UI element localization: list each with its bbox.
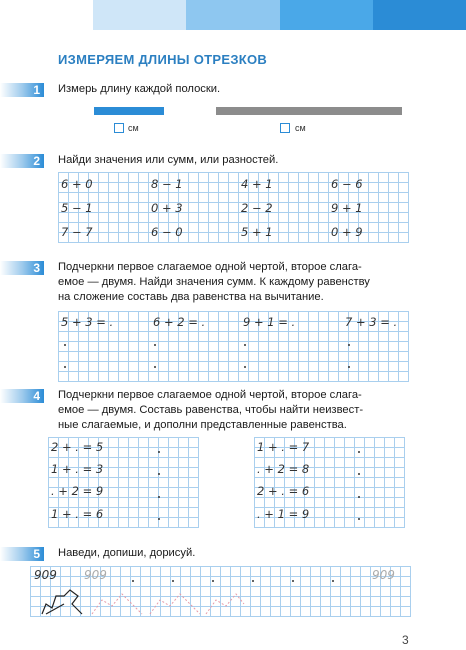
sum-3-2: 6 + 2 = .: [153, 315, 206, 329]
pattern-drawing: [30, 586, 250, 618]
guide-dot: [212, 580, 214, 582]
task-4-text-line-3: ные слагаемые, и дополни представленные равенства.: [58, 419, 347, 431]
guide-dot: [158, 451, 160, 453]
equation-4-left-3: . + 2 = 9: [51, 484, 104, 498]
guide-dot: [158, 473, 160, 475]
equation-4-right-2: . + 2 = 8: [257, 462, 310, 476]
pattern-traced-2: [150, 594, 200, 614]
task-number-1: 1: [0, 83, 44, 97]
guide-dot: [132, 580, 134, 582]
guide-dot: [332, 580, 334, 582]
task-3-text-line-2: емое — двумя. Найди значения сумм. К каждому равенству: [58, 276, 370, 288]
guide-dot: [244, 366, 246, 368]
equation-4-left-4: 1 + . = 6: [51, 507, 104, 521]
guide-dot: [154, 366, 156, 368]
band-segment-3: [186, 0, 279, 30]
band-segment-1: [0, 0, 93, 30]
guide-dot: [292, 580, 294, 582]
expr-2-1-3: 4 + 1: [241, 177, 273, 191]
expr-2-3-1: 7 − 7: [61, 225, 93, 239]
unit-label-right: см: [295, 123, 306, 133]
pattern-traced-1: [92, 594, 142, 614]
task-4-text-line-1: Подчеркни первое слагаемое одной чертой, второе слага-: [58, 389, 362, 401]
equation-4-right-3: 2 + . = 6: [257, 484, 310, 498]
expr-2-3-4: 0 + 9: [331, 225, 363, 239]
unit-label-left: см: [128, 123, 139, 133]
expr-2-1-2: 8 − 1: [151, 177, 183, 191]
sum-3-4: 7 + 3 = .: [345, 315, 398, 329]
guide-dot: [348, 366, 350, 368]
top-color-band: [0, 0, 466, 30]
equation-4-right-4: . + 1 = 9: [257, 507, 310, 521]
equation-4-right-1: 1 + . = 7: [257, 440, 310, 454]
guide-dot: [158, 518, 160, 520]
band-segment-2: [93, 0, 186, 30]
guide-dot: [64, 344, 66, 346]
expr-2-3-3: 5 + 1: [241, 225, 273, 239]
task-number-4: 4: [0, 389, 44, 403]
section-title: ИЗМЕРЯЕМ ДЛИНЫ ОТРЕЗКОВ: [58, 52, 268, 67]
task-number-2: 2: [0, 154, 44, 168]
task-number-3: 3: [0, 261, 44, 275]
guide-dot: [154, 344, 156, 346]
expr-2-2-4: 9 + 1: [331, 201, 363, 215]
page-number: 3: [402, 633, 409, 647]
pattern-sample: [42, 590, 82, 614]
blue-strip: [94, 107, 164, 115]
guide-dot: [158, 496, 160, 498]
task-2-text: Найди значения или сумм, или разностей.: [58, 154, 279, 166]
task-3-text-line-3: на сложение составь два равенства на вычитание.: [58, 291, 324, 303]
expr-2-1-1: 6 + 0: [61, 177, 93, 191]
task-5-text: Наведи, допиши, дорисуй.: [58, 547, 196, 559]
digits-sample: 909: [34, 568, 57, 582]
guide-dot: [244, 344, 246, 346]
expr-2-2-2: 0 + 3: [151, 201, 183, 215]
sum-3-1: 5 + 3 = .: [61, 315, 114, 329]
band-segment-4: [280, 0, 373, 30]
expr-2-1-4: 6 − 6: [331, 177, 363, 191]
sum-3-3: 9 + 1 = .: [243, 315, 296, 329]
guide-dot: [358, 451, 360, 453]
expr-2-3-2: 6 − 0: [151, 225, 183, 239]
gray-strip: [216, 107, 402, 115]
task-3-text-line-1: Подчеркни первое слагаемое одной чертой, второе слага-: [58, 261, 362, 273]
task-number-5: 5: [0, 547, 44, 561]
guide-dot: [358, 518, 360, 520]
pattern-traced-3: [206, 594, 244, 614]
band-segment-5: [373, 0, 466, 30]
guide-dot: [172, 580, 174, 582]
task-1-text: Измерь длину каждой полоски.: [58, 83, 221, 95]
guide-dot: [252, 580, 254, 582]
expr-2-2-3: 2 − 2: [241, 201, 273, 215]
guide-dot: [64, 366, 66, 368]
guide-dot: [358, 496, 360, 498]
guide-dot: [348, 344, 350, 346]
equation-4-left-2: 1 + . = 3: [51, 462, 104, 476]
task-4-text-line-2: емое — двумя. Составь равенства, чтобы найти неизвест-: [58, 404, 364, 416]
equation-4-left-1: 2 + . = 5: [51, 440, 104, 454]
digits-traced-end: 909: [372, 568, 395, 582]
answer-box-right[interactable]: [280, 123, 290, 133]
answer-box-left[interactable]: [114, 123, 124, 133]
guide-dot: [358, 473, 360, 475]
digits-traced: 909: [84, 568, 107, 582]
expr-2-2-1: 5 − 1: [61, 201, 93, 215]
